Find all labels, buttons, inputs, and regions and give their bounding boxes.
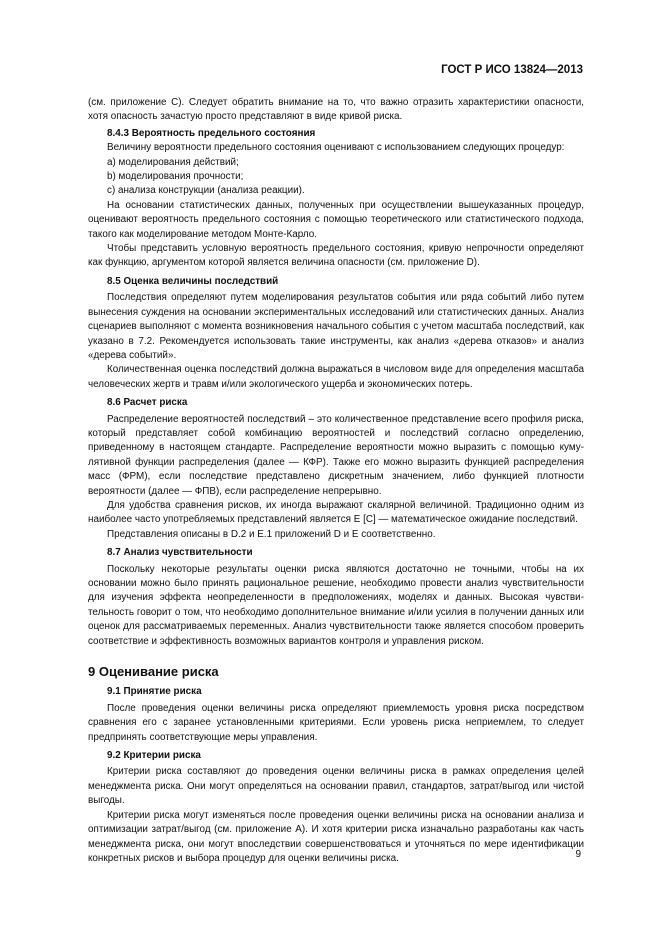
paragraph: После проведения оценки величины риска определяют приемлемость уровня риска посредством сравнения его с заранее установленными критериями. Если уровень риска неприемлем, то следует предпринять соответствующие меры управления. xyxy=(88,702,584,743)
section-heading-9: 9 Оценивание риска xyxy=(88,664,219,680)
paragraph: (см. приложение С). Следует обратить внимание на то, что важно отразить характеристики опасности, хотя опасность зачастую просто представляют в виде кривой риска. xyxy=(88,97,584,123)
paragraph: Поскольку некоторые результаты оценки риска являются достаточно не точными, чтобы на их основании можно было принять рациональное решение, необходимо провести анализ чувствительности для изучения эффекта неопределенности в предположениях, моделях и данных. Высокая чувствительность говорит о том, что необходимо дополнительное внимание и/или усилия в получении данных или оценок для рассматриваемых переменных. Анализ чувствительности также является способом проверить соответствие и эффективность возможных вариантов контроля и управления риском. xyxy=(88,563,584,647)
paragraph: Представления описаны в D.2 и E.1 приложений D и E соответственно. xyxy=(107,528,436,540)
paragraph: На основании статистических данных, полученных при осуществлении вышеуказанных процедур, оценивают вероятность предельного состояния с помощью теоретического или статистического подхода, такого как моделирование методом Монте-Карло. xyxy=(88,199,584,240)
document-header: ГОСТ Р ИСО 13824—2013 xyxy=(441,64,583,76)
paragraph: Критерии риска составляют до проведения оценки величины риска в рамках определения целей менеджмента риска. Они могут определяться на основании правил, стандартов, затрат/выгод или чистой выгоды. xyxy=(88,766,584,807)
list-item: a) моделирования действий; xyxy=(107,156,239,168)
paragraph: Количественная оценка последствий должна выражаться в числовом виде для определения масштаба человеческих жертв и травм и/или экологического ущерба и экономических потерь. xyxy=(88,364,584,390)
page-number: 9 xyxy=(575,849,581,860)
list-item: c) анализа конструкции (анализа реакции). xyxy=(107,185,305,197)
section-heading-8-7: 8.7 Анализ чувствительности xyxy=(107,547,253,559)
paragraph: Критерии риска могут изменяться после проведения оценки величины риска на основании анализа и оптимизации затрат/выгод (см. приложение А). И хотя критерии риска изначально разработаны как часть менеджмента риска, они могут впоследствии совершенствоваться и уточняться по мере идентификации конкретных рисков и выбора процедур для оценки величины риска. xyxy=(88,809,584,864)
paragraph: Распределение вероятностей последствий – это количественное представление всего профиля риска, который представляет собой комбинацию вероятностей и последствий согласно определению, приведенному в настоящем стандарте. Распределение вероятности можно выразить с помощью кумулятивной функции распределения (далее — КФР). Также его можно выразить функцией распределения масс (ФРМ), если последствие представлено дискретным значением, либо функцией плотности вероятности (далее — ФПВ), если распределение непрерывно. xyxy=(88,413,584,497)
paragraph: Для удобства сравнения рисков, их иногда выражают скалярной величиной. Традиционно одним из наиболее часто употребляемых представлений является E [C] — математическое ожидание последствий. xyxy=(88,499,584,526)
paragraph: Величину вероятности предельного состояния оценивают с использованием следующих процедур: xyxy=(107,142,565,154)
section-heading-8-5: 8.5 Оценка величины последствий xyxy=(107,275,279,287)
paragraph: Чтобы представить условную вероятность предельного состояния, кривую непрочности определяют как функцию, аргументом которой является величина опасности (см. приложение D). xyxy=(88,243,584,269)
section-heading-9-1: 9.1 Принятие риска xyxy=(107,686,202,698)
list-item: b) моделирования прочности; xyxy=(107,171,244,183)
document-body xyxy=(88,96,584,866)
section-heading-9-2: 9.2 Критерии риска xyxy=(107,750,201,762)
section-heading-8-4-3: 8.4.3 Вероятность предельного состояния xyxy=(107,127,316,139)
paragraph: Последствия определяют путем моделирования результатов события или ряда событий либо путем вынесения суждения на основании экспериментальных исследований или статистических данных. Анализ сценариев выполняют с момента возникновения начального события с учетом масштаба последствий, как указано в 7.2. Рекомендуется использовать такие инструменты, как анализ «дерева отказов» и анализ «дерева событий». xyxy=(88,292,584,361)
section-heading-8-6: 8.6 Расчет риска xyxy=(107,397,188,409)
